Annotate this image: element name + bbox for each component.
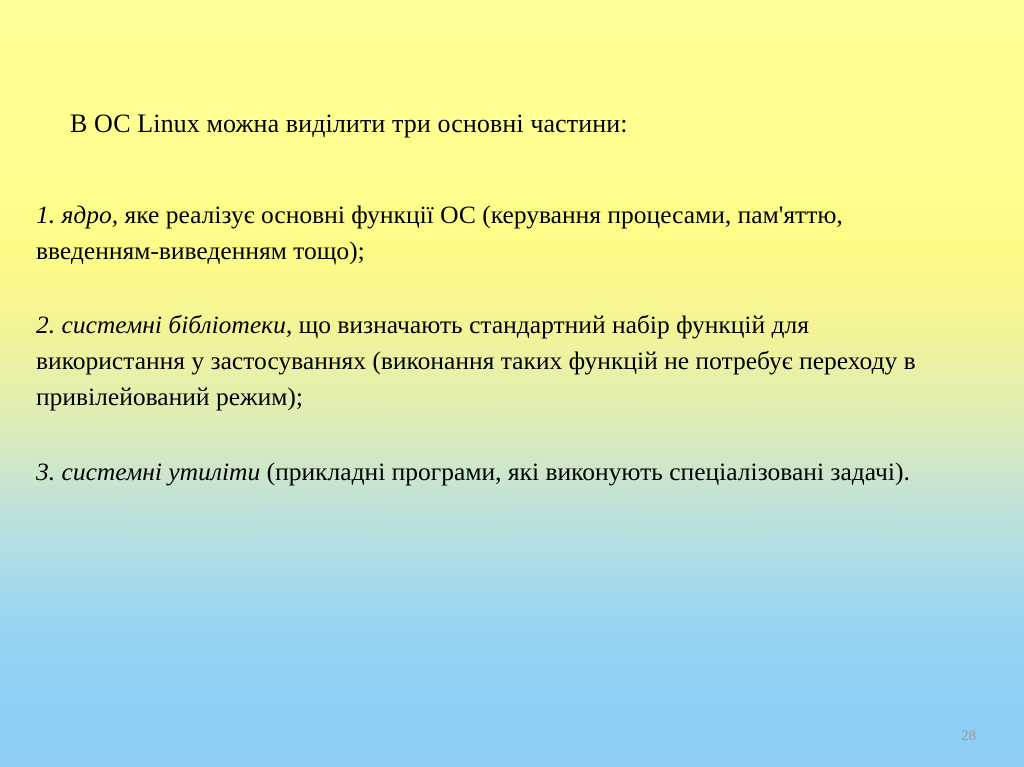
list-item xyxy=(36,307,964,416)
intro-paragraph: В ОС Linux можна виділити три основні частини: xyxy=(70,109,628,138)
page-number: 28 xyxy=(961,728,976,744)
list-item-text: що визначають стандартний набір функцій для використання у застосуваннях (виконання таких функцій не потребує переходу в привілейований режим); xyxy=(36,309,916,412)
list-item-term: ядро, xyxy=(61,199,119,229)
list-item-term: системні бібліотеки, xyxy=(61,309,293,339)
list-item xyxy=(36,454,964,490)
list-item-number: 3. xyxy=(36,456,56,486)
list-item-number: 2. xyxy=(36,309,56,339)
list-item xyxy=(36,197,964,269)
list-item-number: 1. xyxy=(36,199,56,229)
list-item-text: (прикладні програми, які виконують спеціалізовані задачі). xyxy=(260,456,910,486)
list-item-term: системні утиліти xyxy=(61,456,261,486)
list-item-text: яке реалізує основні функції ОС (керування процесами, пам'яттю, введенням-виведенням тощо); xyxy=(36,199,843,265)
